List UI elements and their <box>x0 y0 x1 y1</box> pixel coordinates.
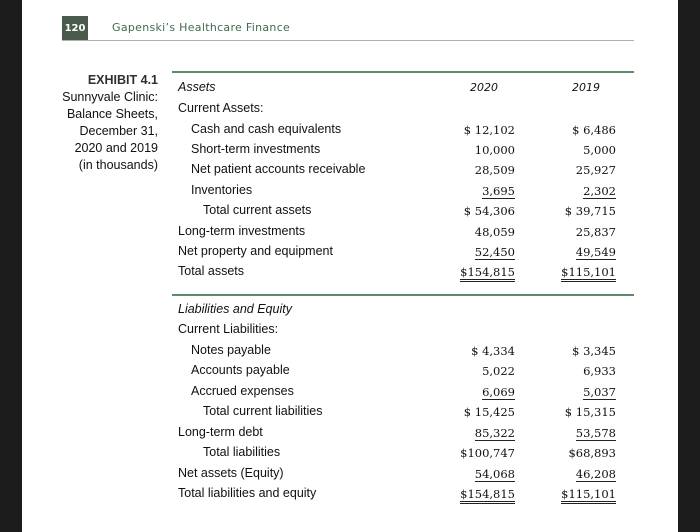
caption-line: December 31, <box>79 124 158 138</box>
row-label: Net patient accounts receivable <box>191 162 366 176</box>
value-2019: 25,837 <box>575 225 616 239</box>
column-year-2019: 2019 <box>572 81 600 94</box>
row-label: Current Assets: <box>178 101 264 115</box>
table-row <box>172 484 634 504</box>
value-2020: $100,747 <box>460 446 515 460</box>
caption-line: (in thousands) <box>78 158 158 172</box>
value-2020: $154,815 <box>460 487 515 504</box>
value-2019: 49,549 <box>575 245 616 259</box>
table-row <box>172 181 634 201</box>
value-2020: $154,815 <box>460 265 515 282</box>
table-row <box>172 222 634 242</box>
assets-header-row <box>172 78 634 98</box>
value-2020: 10,000 <box>474 143 515 157</box>
row-label: Inventories <box>191 183 253 197</box>
value-2020: 28,509 <box>474 163 515 177</box>
table-row <box>172 320 634 340</box>
value-2019: 5,000 <box>583 143 616 157</box>
liabilities-heading: Liabilities and Equity <box>178 302 292 316</box>
table-row <box>172 140 634 160</box>
caption-line: Balance Sheets, <box>66 107 158 121</box>
value-2020: 54,068 <box>474 467 515 481</box>
table-row <box>172 120 634 140</box>
table-row <box>172 361 634 381</box>
value-2019: 25,927 <box>575 163 616 177</box>
table-row <box>172 464 634 484</box>
header-rule <box>62 40 634 41</box>
row-label: Net assets (Equity) <box>178 466 284 480</box>
exhibit-number: EXHIBIT 4.1 <box>87 73 158 87</box>
value-2020: $ 4,334 <box>471 344 515 358</box>
row-label: Total liabilities and equity <box>178 486 317 500</box>
page-number: 120 <box>62 16 88 40</box>
value-2020: 48,059 <box>474 225 515 239</box>
table-row <box>172 262 634 282</box>
table-row <box>172 99 634 119</box>
value-2020: 52,450 <box>474 245 515 259</box>
column-year-2020: 2020 <box>470 81 498 94</box>
running-title: Gapenski’s Healthcare Finance <box>112 21 291 34</box>
row-label: Long-term investments <box>178 224 306 238</box>
value-2019: 53,578 <box>575 426 616 440</box>
row-label: Total current assets <box>203 203 312 217</box>
liabilities-header-row <box>172 300 634 320</box>
row-label: Current Liabilities: <box>178 322 279 336</box>
value-2020: 85,322 <box>474 426 515 440</box>
section-rule <box>172 294 634 296</box>
value-2019: 6,933 <box>583 364 616 378</box>
table-row <box>172 382 634 402</box>
table-row <box>172 201 634 221</box>
table-row <box>172 443 634 463</box>
row-label: Cash and cash equivalents <box>191 122 342 136</box>
value-2020: $ 15,425 <box>463 405 515 419</box>
book-page <box>22 0 678 532</box>
value-2019: $115,101 <box>561 265 616 282</box>
assets-heading: Assets <box>178 80 216 94</box>
value-2019: $68,893 <box>568 446 616 460</box>
caption-line: Sunnyvale Clinic: <box>62 90 158 104</box>
table-row <box>172 423 634 443</box>
row-label: Total liabilities <box>203 445 281 459</box>
value-2020: 3,695 <box>482 184 515 198</box>
row-label: Accounts payable <box>191 363 290 377</box>
value-2019: $115,101 <box>561 487 616 504</box>
value-2019: 5,037 <box>583 385 616 399</box>
row-label: Long-term debt <box>178 425 263 439</box>
table-row <box>172 402 634 422</box>
value-2019: $ 6,486 <box>572 123 616 137</box>
value-2019: 46,208 <box>575 467 616 481</box>
table-row <box>172 242 634 262</box>
value-2019: $ 3,345 <box>572 344 616 358</box>
row-label: Net property and equipment <box>178 244 333 258</box>
table-row <box>172 160 634 180</box>
row-label: Notes payable <box>191 343 271 357</box>
value-2019: 2,302 <box>583 184 616 198</box>
exhibit-caption <box>62 72 158 174</box>
value-2020: $ 12,102 <box>463 123 515 137</box>
caption-line: 2020 and 2019 <box>74 141 158 155</box>
value-2019: $ 15,315 <box>564 405 616 419</box>
value-2020: 5,022 <box>482 364 515 378</box>
row-label: Total current liabilities <box>203 404 323 418</box>
row-label: Total assets <box>178 264 245 278</box>
row-label: Accrued expenses <box>191 384 294 398</box>
value-2019: $ 39,715 <box>564 204 616 218</box>
value-2020: 6,069 <box>482 385 515 399</box>
value-2020: $ 54,306 <box>463 204 515 218</box>
table-row <box>172 341 634 361</box>
row-label: Short-term investments <box>191 142 321 156</box>
section-rule <box>172 71 634 73</box>
